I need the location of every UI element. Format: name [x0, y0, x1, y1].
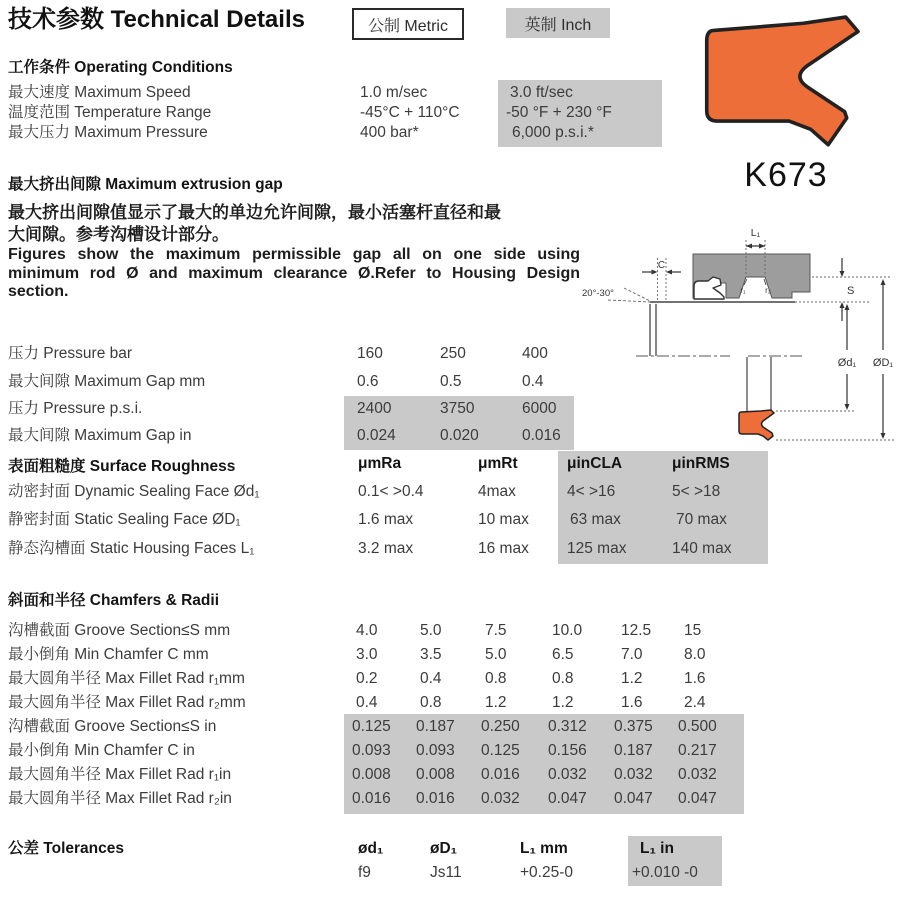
c-arrowhead	[666, 270, 672, 275]
chamfers-value: 0.047	[678, 790, 717, 807]
roughness-value: 10 max	[478, 511, 529, 528]
chamfers-value: 3.0	[356, 646, 378, 663]
chamfers-value: 12.5	[621, 622, 652, 639]
chamfers-value: 0.250	[481, 718, 520, 735]
chamfers-value: 15	[684, 622, 702, 639]
tolerances-column-header: ød₁	[358, 840, 384, 857]
tolerances-value: +0.010 -0	[632, 864, 698, 881]
page-title: 技术参数 Technical Details	[8, 6, 305, 33]
chamfers-value: 1.2	[621, 670, 643, 687]
roughness-value: 63 max	[570, 511, 621, 528]
chamfers-value: 2.4	[684, 694, 706, 711]
D1-dimension-label: ØD₁	[872, 357, 894, 369]
chamfers-value: 3.5	[420, 646, 442, 663]
extrusion-desc-zh-line1: 最大挤出间隙值显示了最大的单边允许间隙，最小活塞杆直径和最	[8, 203, 501, 222]
chamfers-value: 0.032	[481, 790, 520, 807]
chamfers-value: 0.093	[416, 742, 455, 759]
chamfers-value: 0.4	[420, 670, 442, 687]
tolerances-column-header: L₁ in	[640, 840, 674, 857]
chamfers-value: 6.5	[552, 646, 574, 663]
seal-profile-illustration	[703, 14, 869, 154]
chamfers-value: 0.8	[485, 670, 507, 687]
chamfers-value: 7.5	[485, 622, 507, 639]
chamfers-value: 1.2	[552, 694, 574, 711]
pressure-row-label: 最大间隙 Maximum Gap in	[8, 427, 192, 444]
roughness-value: 70 max	[676, 511, 727, 528]
roughness-value: 140 max	[672, 540, 732, 557]
chamfers-value: 0.375	[614, 718, 653, 735]
roughness-value: 125 max	[567, 540, 627, 557]
chamfers-value: 0.2	[356, 670, 378, 687]
chamfers-row-label: 最小倒角 Min Chamfer C in	[8, 742, 195, 759]
operating-row-inch: 6,000 p.s.i.*	[512, 124, 594, 141]
chamfers-value: 0.4	[356, 694, 378, 711]
d1-dimension-label: Ød₁	[837, 357, 857, 369]
chamfers-value: 1.6	[684, 670, 706, 687]
chamfers-row-label: 最大圆角半径 Max Fillet Rad r₁in	[8, 766, 232, 783]
chamfers-value: 0.047	[614, 790, 653, 807]
chamfers-value: 0.008	[352, 766, 391, 783]
pressure-value: 0.016	[522, 427, 561, 444]
inch-toggle-button[interactable]	[506, 8, 610, 38]
extrusion-heading: 最大挤出间隙 Maximum extrusion gap	[8, 176, 283, 193]
chamfers-value: 0.016	[416, 790, 455, 807]
pressure-value: 0.024	[357, 427, 396, 444]
operating-row-metric: -45°C + 110°C	[360, 104, 460, 121]
pressure-row-label: 压力 Pressure bar	[8, 345, 133, 362]
pressure-value: 3750	[440, 400, 475, 417]
chamfers-row-label: 最小倒角 Min Chamfer C mm	[8, 646, 209, 663]
chamfers-heading: 斜面和半径 Chamfers & Radii	[8, 592, 220, 609]
chamfers-value: 0.032	[548, 766, 587, 783]
chamfers-value: 0.125	[352, 718, 391, 735]
chamfers-value: 0.032	[678, 766, 717, 783]
chamfers-value: 5.0	[485, 646, 507, 663]
roughness-row-label: 动密封面 Dynamic Sealing Face Ød₁	[8, 483, 260, 500]
chamfers-value: 1.2	[485, 694, 507, 711]
tolerances-value: f9	[358, 864, 371, 881]
pressure-row-label: 压力 Pressure p.s.i.	[8, 400, 143, 417]
angle-leader-line	[608, 300, 650, 302]
chamfers-value: 0.016	[481, 766, 520, 783]
chamfers-value: 0.008	[416, 766, 455, 783]
angle-leader-line	[624, 288, 650, 301]
chamfers-value: 0.217	[678, 742, 717, 759]
r2-label: r₂	[765, 286, 771, 295]
chamfers-value: 0.500	[678, 718, 717, 735]
d1-arrowhead	[845, 304, 850, 310]
roughness-heading: 表面粗糙度 Surface Roughness	[8, 458, 236, 475]
l1-arrowhead	[759, 244, 765, 249]
metric-toggle-label: 公制 Metric	[367, 17, 448, 35]
chamfers-value: 8.0	[684, 646, 706, 663]
chamfers-value: 4.0	[356, 622, 378, 639]
operating-row-label: 温度范围 Temperature Range	[8, 104, 212, 121]
chamfers-value: 7.0	[621, 646, 643, 663]
roughness-value: 1.6 max	[358, 511, 414, 528]
chamfers-value: 0.032	[614, 766, 653, 783]
pressure-value: 2400	[357, 400, 392, 417]
seal-profile-shape	[707, 17, 858, 145]
tolerances-heading: 公差 Tolerances	[8, 840, 125, 857]
pressure-value: 400	[522, 345, 548, 362]
roughness-value: 4< >16	[567, 483, 616, 500]
roughness-column-header: μinCLA	[567, 455, 623, 472]
pressure-value: 0.4	[522, 373, 544, 390]
chamfers-value: 0.093	[352, 742, 391, 759]
operating-row-metric: 400 bar*	[360, 124, 419, 141]
pressure-value: 160	[357, 345, 383, 362]
pressure-value: 0.020	[440, 427, 479, 444]
inch-toggle-label: 英制 Inch	[524, 16, 592, 34]
chamfers-value: 0.125	[481, 742, 520, 759]
product-code: K673	[744, 156, 828, 194]
c-arrowhead	[652, 270, 658, 275]
roughness-column-header: μmRa	[358, 455, 402, 472]
roughness-row-label: 静态沟槽面 Static Housing Faces L₁	[8, 540, 255, 557]
tolerances-column-header: L₁ mm	[520, 840, 568, 857]
roughness-value: 16 max	[478, 540, 529, 557]
chamfers-value: 0.8	[420, 694, 442, 711]
tolerances-value: +0.25-0	[520, 864, 574, 881]
l1-dimension-label: L₁	[750, 227, 761, 239]
s-arrowhead	[840, 271, 845, 277]
D1-arrowhead	[881, 279, 886, 285]
tolerances-column-header: øD₁	[430, 840, 458, 857]
metric-toggle-button[interactable]	[352, 8, 464, 40]
chamfers-value: 0.187	[416, 718, 455, 735]
chamfers-value: 0.312	[548, 718, 587, 735]
roughness-value: 3.2 max	[358, 540, 414, 557]
r1-label: r₁	[740, 286, 746, 295]
extrusion-desc-zh-line2: 大间隙。参考沟槽设计部分。	[8, 225, 229, 244]
chamfers-value: 0.016	[352, 790, 391, 807]
d1-arrowhead	[845, 404, 850, 410]
chamfers-row-label: 沟槽截面 Groove Section≤S in	[8, 718, 217, 735]
pressure-value: 250	[440, 345, 466, 362]
chamfers-row-label: 最大圆角半径 Max Fillet Rad r₂mm	[8, 694, 246, 711]
l1-arrowhead	[746, 244, 752, 249]
operating-heading: 工作条件 Operating Conditions	[8, 59, 233, 76]
operating-row-inch: 3.0 ft/sec	[510, 84, 573, 101]
s-dimension-label: S	[847, 285, 855, 297]
chamfers-value: 0.047	[548, 790, 587, 807]
operating-row-inch: -50 °F + 230 °F	[506, 104, 612, 121]
pressure-value: 0.6	[357, 373, 379, 390]
chamfers-value: 1.6	[621, 694, 643, 711]
roughness-value: 0.1< >0.4	[358, 483, 424, 500]
seal-section-shape	[739, 410, 774, 440]
chamfers-row-label: 最大圆角半径 Max Fillet Rad r₁mm	[8, 670, 245, 687]
roughness-value: 5< >18	[672, 483, 721, 500]
pressure-value: 6000	[522, 400, 557, 417]
pressure-row-label: 最大间隙 Maximum Gap mm	[8, 373, 206, 390]
chamfers-row-label: 最大圆角半径 Max Fillet Rad r₂in	[8, 790, 232, 807]
tolerances-value: Js11	[430, 864, 462, 881]
chamfers-value: 0.156	[548, 742, 587, 759]
roughness-value: 4max	[478, 483, 516, 500]
roughness-row-label: 静密封面 Static Sealing Face ØD₁	[8, 511, 241, 528]
housing-installation-diagram	[580, 222, 906, 457]
roughness-column-header: μmRt	[478, 455, 518, 472]
D1-arrowhead	[881, 433, 886, 439]
chamfers-row-label: 沟槽截面 Groove Section≤S mm	[8, 622, 231, 639]
chamfers-value: 0.187	[614, 742, 653, 759]
roughness-column-header: μinRMS	[672, 455, 730, 472]
chamfers-value: 10.0	[552, 622, 583, 639]
extrusion-desc-en: Figures show the maximum permissible gap all on one side using minimum rod Ø and maximum clearance Ø.Refer to Housing Design section.	[8, 246, 580, 300]
chamfer-angle-label: 20°-30°	[582, 288, 614, 299]
chamfers-value: 5.0	[420, 622, 442, 639]
pressure-value: 0.5	[440, 373, 462, 390]
operating-row-metric: 1.0 m/sec	[360, 84, 428, 101]
operating-row-label: 最大压力 Maximum Pressure	[8, 124, 208, 141]
chamfers-value: 0.8	[552, 670, 574, 687]
s-arrowhead	[840, 302, 845, 308]
operating-row-label: 最大速度 Maximum Speed	[8, 84, 191, 101]
c-dimension-label: C	[657, 260, 666, 271]
